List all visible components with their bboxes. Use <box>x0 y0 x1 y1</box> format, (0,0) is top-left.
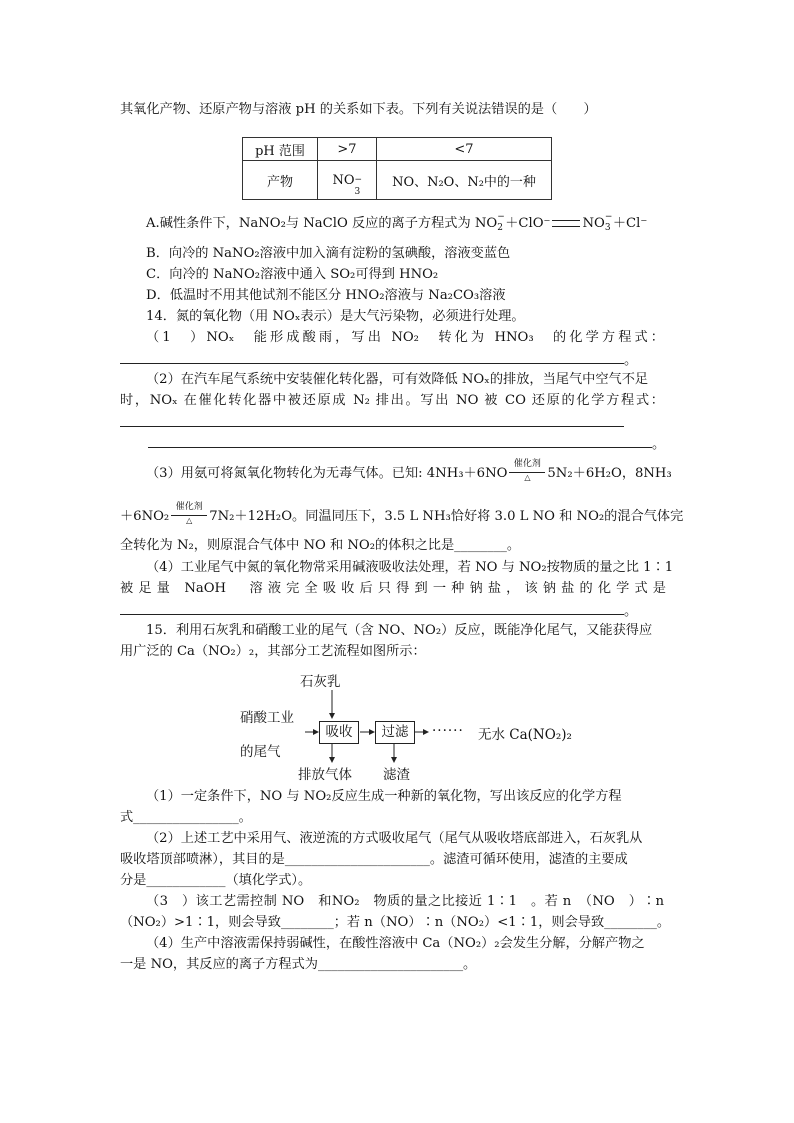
table-cell-no3: NO − 3 <box>318 161 377 200</box>
q14-part3-line3: 全转化为 N₂，则原混合气体中 NO 和 NO₂的体积之比是________。 <box>120 538 521 553</box>
q14-part4-line2: 被足量 NaOH 溶液完全吸收后只得到一种钠盐，该钠盐的化学式是 <box>120 581 666 596</box>
q15-part4-line2: 一是 NO，其反应的离子方程式为______________________。 <box>120 957 477 972</box>
q14-part3-line2: ＋6NO₂ $\frac{\text{催化剂}}{\triangle}$ 7N₂＋12H₂O。同温同压下，3.5 L NH₃恰好将 3.0 L NO 和 NO₂的混合气体完 <box>120 501 684 525</box>
q15-part2-line2: 吸收塔顶部喷淋），其目的是______________________。滤渣可循环使用，滤渣的主要成 <box>120 852 628 867</box>
q14-part1-answer: 。 <box>120 350 637 370</box>
q15-part2-line3: 分是____________（填化学式）。 <box>120 873 312 888</box>
table-header-lt7: <7 <box>377 138 552 161</box>
q13-intro: 其氧化产物、还原产物与溶液 pH 的关系如下表。下列有关说法错误的是（ ） <box>120 102 597 117</box>
q14-part4-line1: （4）工业尾气中氮的氧化物常采用碱液吸收法处理，若 NO 与 NO₂按物质的量之比 1∶1 <box>146 560 674 575</box>
flow-box-filter: 过滤 <box>375 721 415 744</box>
table-row-label-product: 产物 <box>243 161 318 200</box>
q14-part1: （1 ）NOₓ 能形成酸雨，写出 NO₂ 转化为 HNO₃ 的化学方程式： <box>146 330 664 345</box>
q15-stem-line2: 用广泛的 Ca（NO₂）₂，其部分工艺流程如图所示： <box>120 644 426 659</box>
q15-part1-line2: 式________________。 <box>120 810 252 825</box>
q13-option-b: B．向冷的 NaNO₂溶液中加入滴有淀粉的氢碘酸，溶液变蓝色 <box>146 246 511 261</box>
q14-stem: 14．氮的氧化物（用 NOₓ表示）是大气污染物，必须进行处理。 <box>146 309 525 324</box>
q15-part3-line1: （3 ）该工艺需控制 NO 和NO₂ 物质的量之比接近 1∶1 。若 n （NO ）∶n <box>146 894 664 909</box>
q15-stem-line1: 15．利用石灰乳和硝酸工业的尾气（含 NO、NO₂）反应，既能净化尾气，又能获得应 <box>146 623 653 638</box>
q15-part3-line2: （NO₂）>1∶1，则会导致________；若 n（NO）∶n（NO₂）<1∶1，则会导致________。 <box>120 915 671 930</box>
flow-box-absorb: 吸收 <box>319 721 359 744</box>
flow-label-residue: 滤渣 <box>383 767 410 783</box>
q15-part4-line1: （4）生产中溶液需保持弱碱性，在酸性溶液中 Ca（NO₂）₂会发生分解，分解产物之 <box>146 936 645 951</box>
table-cell-lt7-products: NO、N₂O、N₂中的一种 <box>377 161 552 200</box>
table-header-gt7: >7 <box>318 138 377 161</box>
flow-label-source-line1: 硝酸工业 <box>240 710 294 726</box>
flow-label-source-line2: 的尾气 <box>240 744 281 760</box>
q13-option-d: D．低温时不用其他试剂不能区分 HNO₂溶液与 Na₂CO₃溶液 <box>146 288 506 303</box>
table-header-ph-range: pH 范围 <box>243 138 318 161</box>
flow-label-product: 无水 Ca(NO₂)₂ <box>478 727 572 743</box>
catalyst-heat-arrow: $\frac{\text{催化剂}}{\triangle}$ <box>509 467 545 481</box>
q14-part3-line1: （3）用氨可将氮氧化物转化为无毒气体。已知: 4NH₃＋6NO $\frac{\text{催化剂}}{\triangle}$ 5N₂＋6H₂O，8NH₃ <box>146 458 672 482</box>
q14-part2-line2: 时，NOₓ 在催化转化器中被还原成 N₂ 排出。写出 NO 被 CO 还原的化学方程式： <box>120 393 664 408</box>
flow-dots: ······ <box>432 723 464 739</box>
q14-part2-line1: （2）在汽车尾气系统中安装催化转化器，可有效降低 NOₓ的排放，当尾气中空气不足 <box>146 372 649 387</box>
q13-option-c: C．向冷的 NaNO₂溶液中通入 SO₂可得到 HNO₂ <box>146 267 439 282</box>
q15-part1-line1: （1）一定条件下，NO 与 NO₂反应生成一种新的氧化物，写出该反应的化学方程 <box>146 789 622 804</box>
q15-part2-line1: （2）上述工艺中采用气、液逆流的方式吸收尾气（尾气从吸收塔底部进入，石灰乳从 <box>146 831 643 846</box>
q14-part2-answer-2: 。 <box>148 434 665 454</box>
catalyst-heat-arrow: $\frac{\text{催化剂}}{\triangle}$ <box>171 510 207 524</box>
q14-part4-answer: 。 <box>120 601 637 621</box>
flow-label-lime: 石灰乳 <box>300 674 341 690</box>
q13-option-a: A.碱性条件下，NaNO₂与 NaClO 反应的离子方程式为 NO − 2 ＋ClO⁻ NO − 3 ＋Cl⁻ <box>146 212 648 233</box>
flow-label-exhaust: 排放气体 <box>298 767 352 783</box>
